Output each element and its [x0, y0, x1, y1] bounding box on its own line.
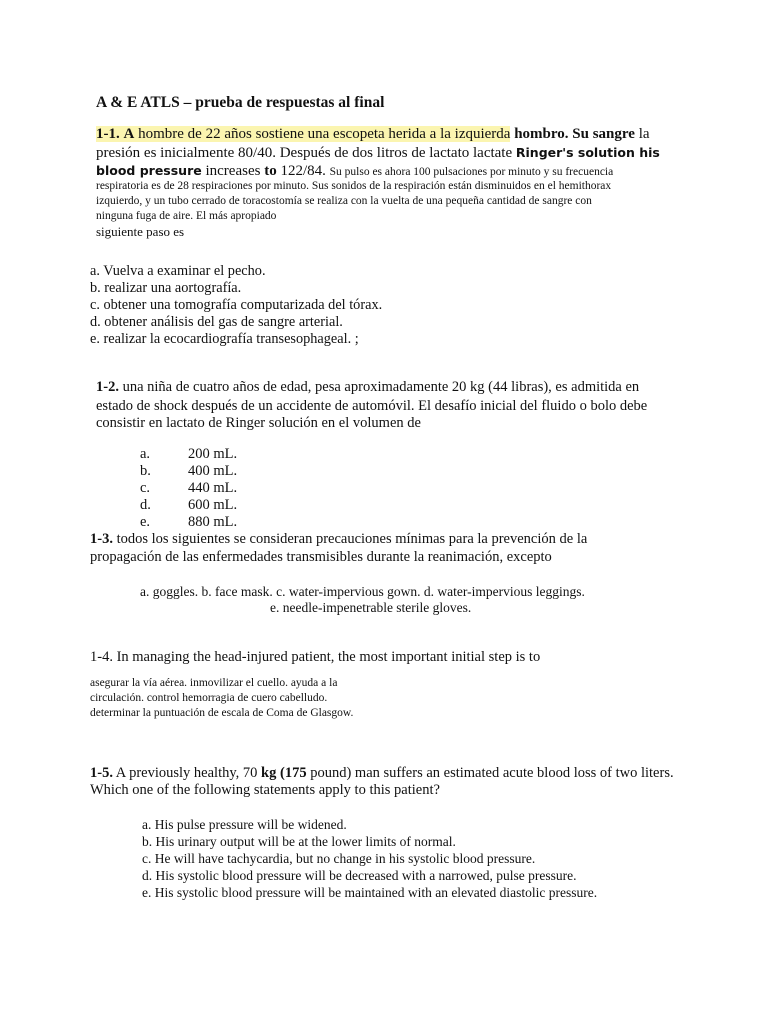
question-number: 1-1. — [96, 126, 120, 142]
question-1-5-line-2: Which one of the following statements apply to this patient? — [90, 782, 440, 798]
question-1-1-option-c: c. obtener una tomografía computarizada del tórax. — [90, 297, 383, 313]
question-1-3-line-1 — [90, 531, 587, 548]
question-1-5-option-b: b. His urinary output will be at the lower limits of normal. — [142, 834, 456, 849]
question-1-2-option-c — [140, 480, 238, 497]
line-1-rest: pound) man suffers an estimated acute blood loss of two liters. — [310, 765, 674, 781]
option-value: 440 mL. — [188, 480, 238, 496]
question-1-5-option-c: c. He will have tachycardia, but no change in his systolic blood pressure. — [142, 851, 536, 866]
question-1-1-option-e: e. realizar la ecocardiografía transesophageal. ; — [90, 331, 359, 347]
question-1-5-option-d: d. His systolic blood pressure will be decreased with a narrowed, pulse pressure. — [142, 868, 577, 883]
hombro-word: hombro. — [514, 126, 569, 142]
question-1-2-line-1 — [96, 379, 639, 396]
paren-open: ( — [280, 765, 285, 781]
question-1-1-line-2 — [96, 145, 660, 162]
option-value: 600 mL. — [188, 497, 238, 513]
question-1-2-line-3: consistir en lactato de Ringer solución en el volumen de — [96, 415, 421, 431]
option-letter: b. — [140, 463, 151, 479]
su-sangre-word: Su sangre — [572, 126, 635, 142]
blood-pressure-text: blood pressure — [96, 163, 202, 178]
line-1-text: una niña de cuatro años de edad, pesa aproximadamente 20 kg (44 libras), es admitida en — [122, 379, 640, 395]
question-1-1-small-line-4: ninguna fuga de aire. El más apropiado — [96, 210, 277, 222]
ringers-solution-text: Ringer's solution his — [515, 145, 660, 160]
increases-word: increases — [205, 163, 261, 179]
question-1-1-small-line-2: respiratoria es de 28 respiraciones por minuto. Sus sonidos de la respiración están disminuidos en el hemithorax — [96, 180, 612, 192]
question-number: 1-3. — [90, 531, 113, 547]
question-1-3-options-line-2: e. needle-impenetrable sterile gloves. — [270, 600, 472, 615]
question-1-2-line-2: estado de shock después de un accidente de automóvil. El desafío inicial del fluido o bolo debe — [96, 398, 648, 414]
question-1-1-option-b: b. realizar una aortografía. — [90, 280, 242, 296]
question-1-2-option-e — [140, 514, 238, 531]
question-1-2-option-b — [140, 463, 238, 480]
la-word: la — [638, 126, 650, 142]
question-1-4-answer-line-2: circulación. control hemorragia de cuero cabelludo. — [90, 692, 328, 704]
question-number: 1-2. — [96, 379, 119, 395]
option-letter: a. — [140, 446, 151, 462]
question-1-4-answer-line-1: asegurar la vía aérea. inmovilizar el cuello. ayuda a la — [90, 677, 338, 689]
option-letter: c. — [140, 480, 151, 496]
option-letter: d. — [140, 497, 151, 513]
question-1-3-line-2: propagación de las enfermedades transmisibles durante la reanimación, excepto — [90, 549, 552, 565]
question-1-2-option-a — [140, 446, 238, 463]
line-1-text: todos los siguientes se consideran precauciones mínimas para la prevención de la — [116, 531, 588, 547]
highlighted-text: hombre de 22 años sostiene una escopeta herida a la izquierda — [138, 126, 511, 142]
option-letter: e. — [140, 514, 151, 530]
question-1-5-line-1 — [90, 765, 674, 782]
question-1-1-last-line: siguiente paso es — [96, 224, 185, 239]
document-title: A & E ATLS – prueba de respuestas al final — [96, 94, 385, 111]
question-1-1-line-3 — [96, 163, 613, 180]
question-1-1-small-line-3: izquierdo, y un tubo cerrado de toracostomía se realiza con la vuelta de una pequeña cantidad de sangre con — [96, 195, 592, 207]
question-1-1-option-a: a. Vuelva a examinar el pecho. — [90, 263, 266, 279]
question-1-5-option-a: a. His pulse pressure will be widened. — [142, 817, 347, 832]
question-1-3-options-line-1: a. goggles. b. face mask. c. water-impervious gown. d. water-impervious leggings. — [140, 584, 585, 599]
question-1-1-option-d: d. obtener análisis del gas de sangre arterial. — [90, 314, 343, 330]
question-1-4-line: 1-4. In managing the head-injured patient, the most important initial step is to — [90, 649, 541, 665]
option-value: 880 mL. — [188, 514, 238, 530]
question-1-4-answer-line-3: determinar la puntuación de escala de Coma de Glasgow. — [90, 707, 354, 719]
weight-175: 175 — [284, 765, 307, 781]
kg-word: kg — [261, 765, 277, 781]
small-text-1: Su pulso es ahora 100 pulsaciones por minuto y su frecuencia — [329, 166, 614, 178]
question-number: 1-5. — [90, 765, 113, 781]
to-word: to — [264, 163, 277, 179]
question-1-2-option-d — [140, 497, 238, 514]
line-2-text: presión es inicialmente 80/40. Después de dos litros de lactato lactate — [96, 145, 513, 161]
article-word: A — [123, 126, 135, 142]
line-1-pre: A previously healthy, 70 — [115, 765, 258, 781]
question-1-1-line-1 — [96, 126, 650, 143]
question-1-1-highlight — [96, 126, 510, 142]
question-1-5-option-e: e. His systolic blood pressure will be maintained with an elevated diastolic pressure. — [142, 885, 598, 900]
option-value: 200 mL. — [188, 446, 238, 462]
bp-value: 122/84. — [280, 163, 326, 179]
option-value: 400 mL. — [188, 463, 238, 479]
